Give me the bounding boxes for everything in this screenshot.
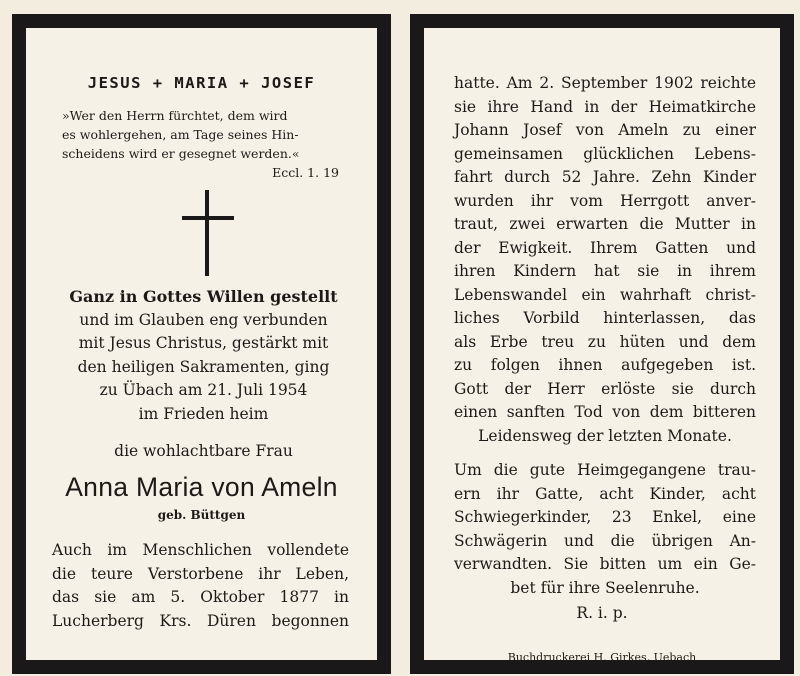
right-card — [410, 14, 794, 674]
bio-line: gemeinsamen glücklichen Lebens- — [454, 144, 756, 163]
life-text — [52, 539, 349, 633]
left-card — [12, 14, 391, 674]
quote-line: es wohlergehen, am Tage seines Hin- — [62, 127, 299, 142]
bio-line: zu folgen ihnen aufgegeben ist. — [454, 356, 756, 374]
life-line: Auch im Menschlichen vollendete — [52, 541, 349, 559]
intro-line: die wohlachtbare Frau — [114, 442, 293, 460]
notice-line: mit Jesus Christus, gestärkt mit — [78, 334, 329, 352]
notice-line: den heiligen Sakramenten, ging — [77, 357, 330, 376]
bio-line: hatte. Am 2. September 1902 reichte — [454, 74, 756, 92]
bio-line: fahrt durch 52 Jahre. Zehn Kinder — [454, 168, 756, 186]
quote-line: »Wer den Herrn fürchtet, dem wird — [62, 108, 288, 123]
deceased-name: Anna Maria von Ameln — [65, 472, 338, 502]
notice-title: Ganz in Gottes Willen gestellt — [69, 287, 338, 306]
bio-line: Gott der Herr erlöste sie durch — [454, 379, 756, 398]
bible-quote — [62, 106, 351, 182]
right-card-panel — [424, 28, 780, 664]
left-card-panel — [26, 28, 377, 660]
notice-line: zu Übach am 21. Juli 1954 — [99, 381, 308, 399]
bio-line: wurden ihr vom Herrgott anver- — [454, 191, 756, 210]
life-line: Lucherberg Krs. Düren begonnen — [52, 611, 349, 630]
biography-text — [454, 72, 756, 600]
mourners-line: verwandten. Sie bitten um ein Ge- — [454, 555, 756, 573]
bio-line: ihren Kindern hat sie in ihrem — [454, 262, 756, 280]
printer-imprint: Buchdruckerei H. Girkes, Uebach — [507, 651, 697, 664]
bio-line: Johann Josef von Ameln zu einer — [454, 121, 756, 139]
bio-line: sie ihre Hand in der Heimatkirche — [454, 97, 756, 116]
bio-line: als Erbe treu zu hüten und dem — [454, 332, 756, 351]
mourners-line: bet für ihre Seelenruhe. — [510, 578, 700, 597]
bio-line: Leidensweg der letzten Monate. — [478, 426, 732, 445]
bio-line: liches Vorbild hinterlassen, das — [454, 309, 756, 327]
life-line: die teure Verstorbene ihr Leben, — [52, 564, 349, 583]
mourners-line: ern ihr Gatte, acht Kinder, acht — [454, 484, 756, 503]
bio-line: Lebenswandel ein wahrhaft christ- — [454, 285, 756, 304]
bio-line: traut, zwei erwarten die Mutter in — [454, 215, 756, 233]
maiden-name: geb. Büttgen — [157, 508, 246, 522]
bio-line: der Ewigkeit. Ihrem Gatten und — [454, 238, 756, 257]
notice-line: und im Glauben eng verbunden — [79, 310, 328, 329]
rip-text: R. i. p. — [576, 604, 628, 622]
death-notice-text — [48, 285, 359, 426]
quote-line: scheidens wird er gesegnet werden.« — [62, 146, 300, 161]
life-line: das sie am 5. Oktober 1877 in — [52, 588, 349, 606]
notice-line: im Frieden heim — [138, 404, 269, 423]
mourners-line: Schwiegerkinder, 23 Enkel, eine — [454, 508, 756, 526]
bio-line: einen sanften Tod von dem bitteren — [454, 403, 756, 421]
cross-icon — [178, 190, 238, 276]
mourners-line: Um die gute Heimgegangene trau- — [454, 461, 756, 479]
quote-reference: Eccl. 1. 19 — [272, 165, 339, 180]
mourners-line: Schwägerin und die übrigen An- — [454, 531, 756, 550]
header-jesus-maria-josef: JESUS + MARIA + JOSEF — [87, 74, 316, 92]
